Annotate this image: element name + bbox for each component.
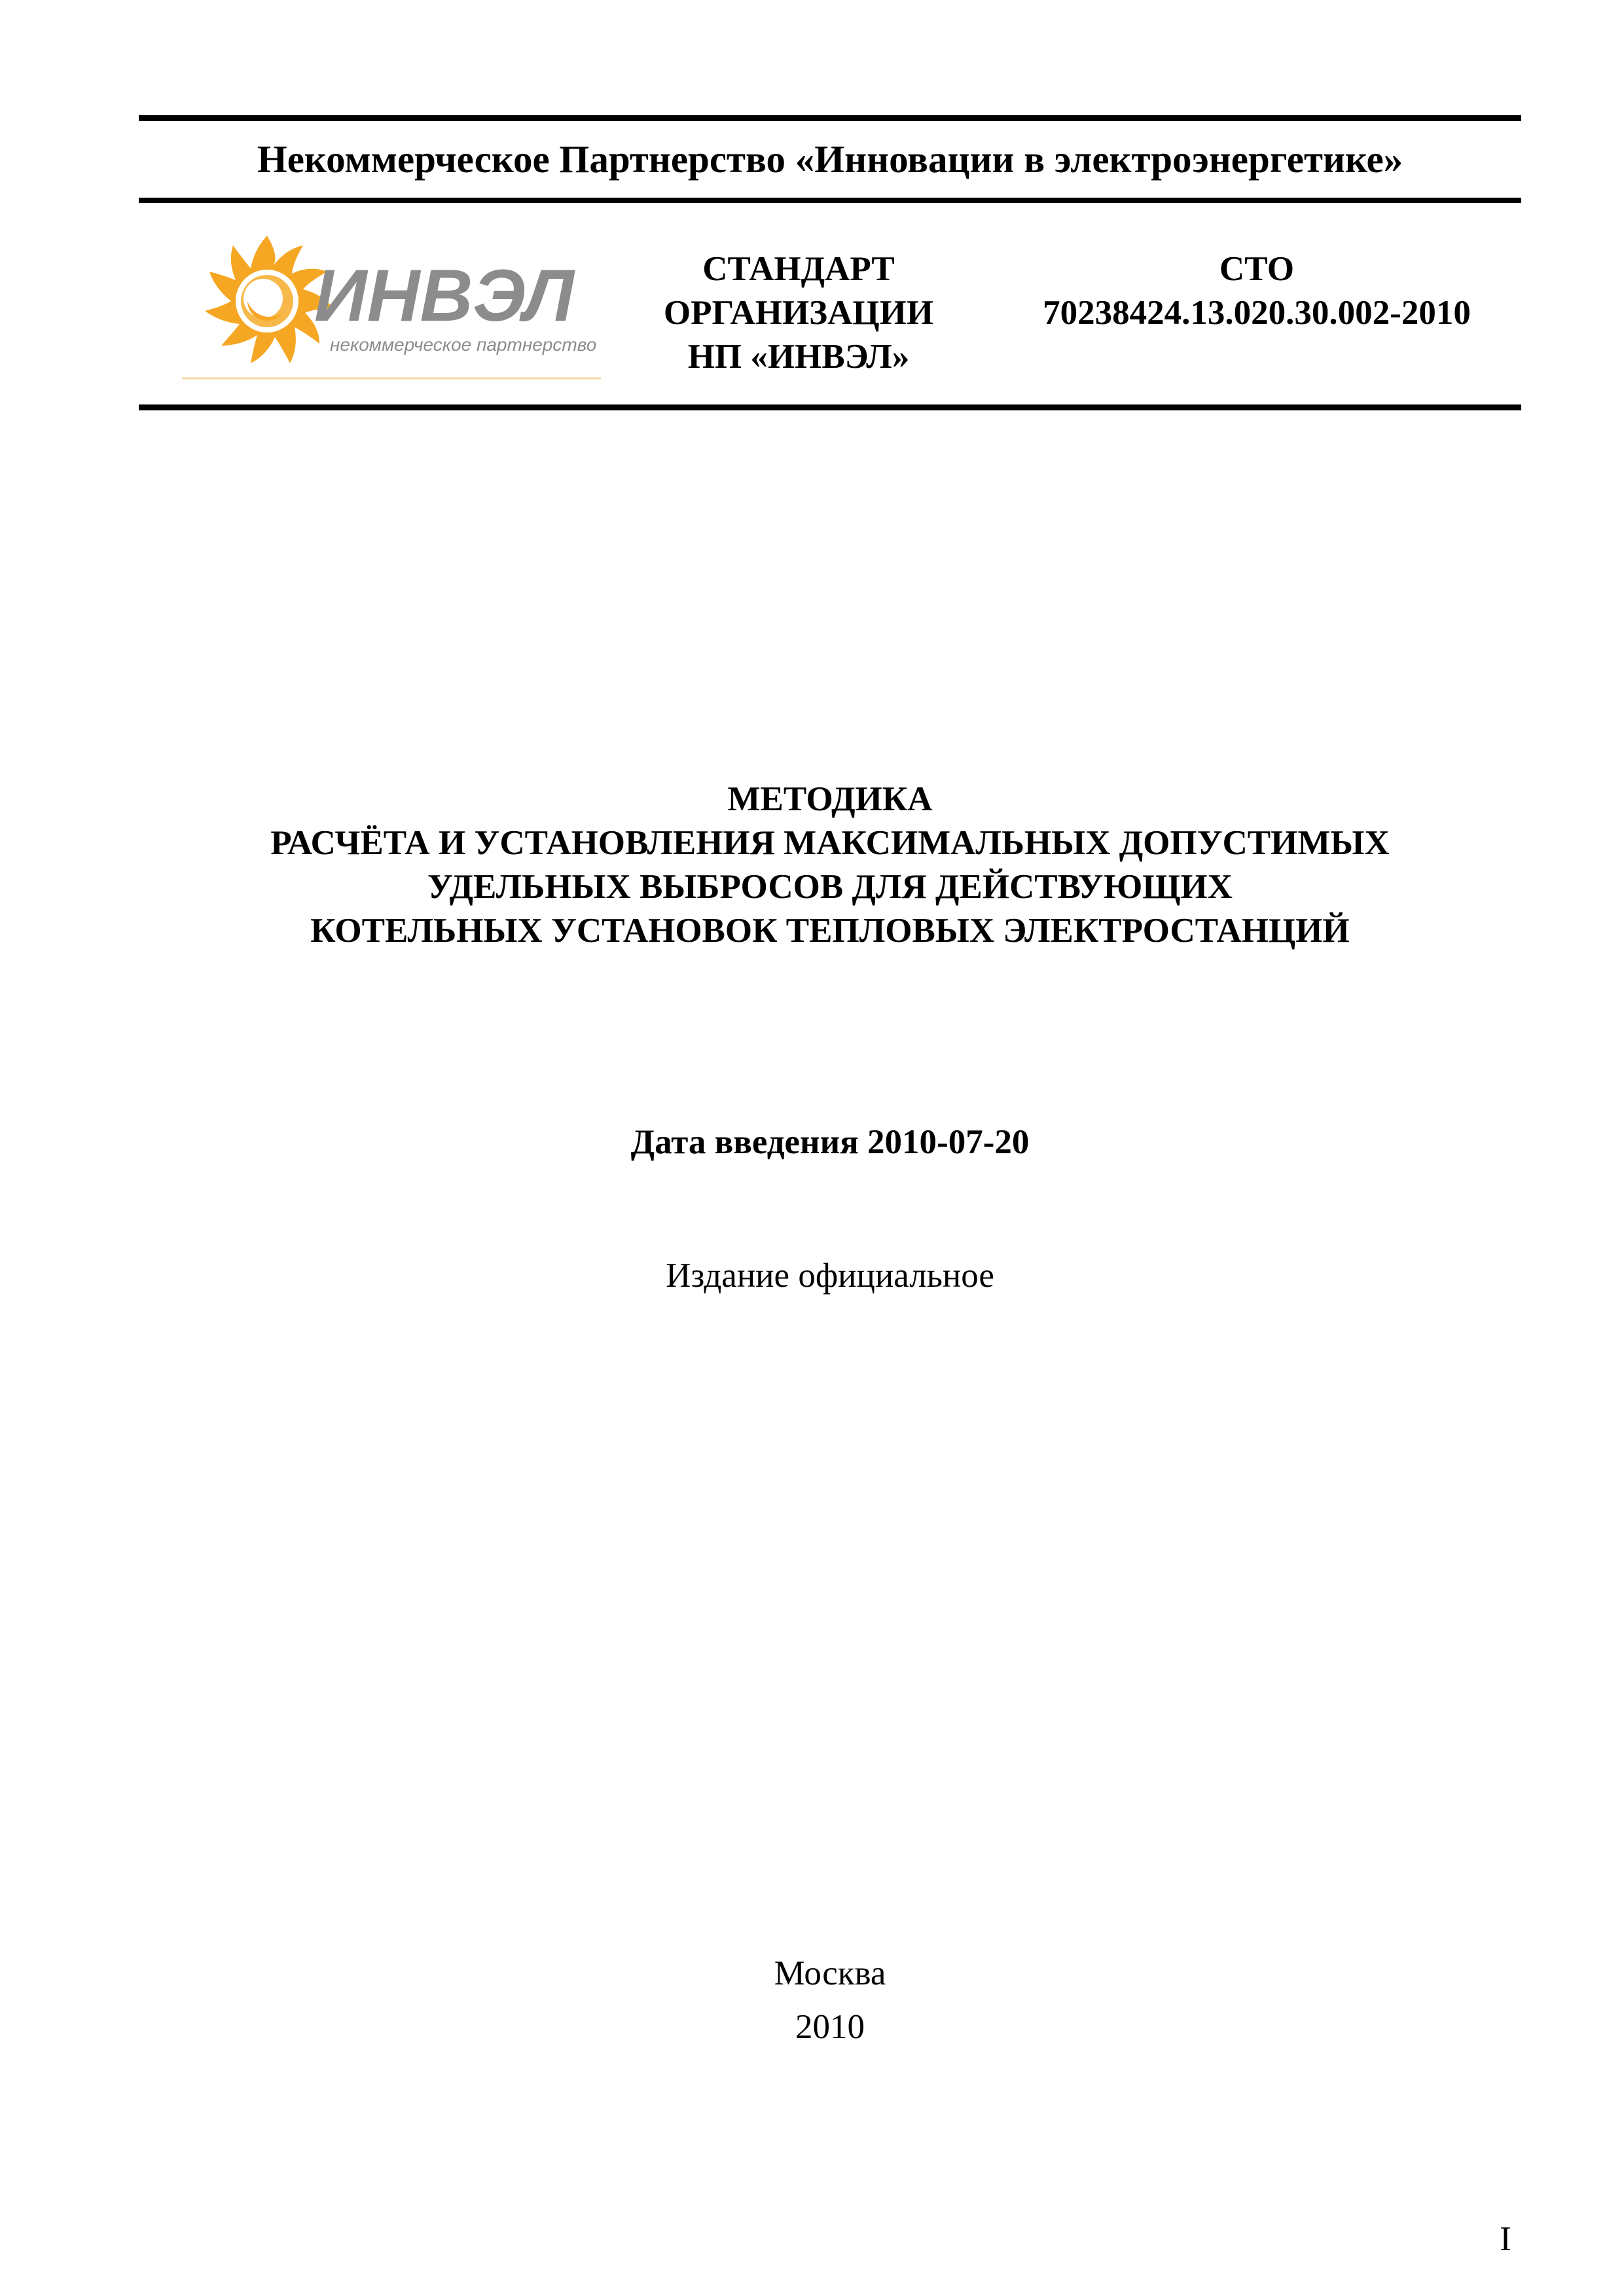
year: 2010 xyxy=(795,2008,865,2046)
edition-note: Издание официальное xyxy=(666,1257,994,1295)
title-line: РАСЧЁТА И УСТАНОВЛЕНИЯ МАКСИМАЛЬНЫХ ДОПУСТИМЫХ xyxy=(270,824,1390,862)
introduction-date: Дата введения 2010-07-20 xyxy=(630,1123,1030,1161)
header-bottom-rule xyxy=(139,404,1521,410)
standard-label-line: СТАНДАРТ xyxy=(702,250,895,288)
invel-logo xyxy=(169,229,601,381)
title-line: МЕТОДИКА xyxy=(727,780,933,818)
top-rule xyxy=(139,115,1521,121)
standard-label-line: НП «ИНВЭЛ» xyxy=(687,338,910,376)
standard-label xyxy=(628,247,969,379)
standard-label-line: ОРГАНИЗАЦИИ xyxy=(663,294,934,332)
standard-code-label: СТО xyxy=(1219,250,1295,288)
sun-icon xyxy=(205,236,333,363)
organization-title: Некоммерческое Партнерство «Инновации в электроэнергетике» xyxy=(257,137,1403,181)
city: Москва xyxy=(774,1954,886,1992)
title-line: КОТЕЛЬНЫХ УСТАНОВОК ТЕПЛОВЫХ ЭЛЕКТРОСТАНЦИЙ xyxy=(310,912,1350,950)
page-number: I xyxy=(1500,2220,1511,2258)
title-line: УДЕЛЬНЫХ ВЫБРОСОВ ДЛЯ ДЕЙСТВУЮЩИХ xyxy=(427,868,1233,906)
document-title xyxy=(139,778,1521,953)
logo-tagline: некоммерческое партнерство xyxy=(330,334,597,355)
header-divider xyxy=(139,198,1521,203)
logo-brand-text: ИНВЭЛ xyxy=(314,255,574,336)
standard-code-number: 70238424.13.020.30.002-2010 xyxy=(1043,294,1471,332)
standard-code xyxy=(995,247,1519,335)
